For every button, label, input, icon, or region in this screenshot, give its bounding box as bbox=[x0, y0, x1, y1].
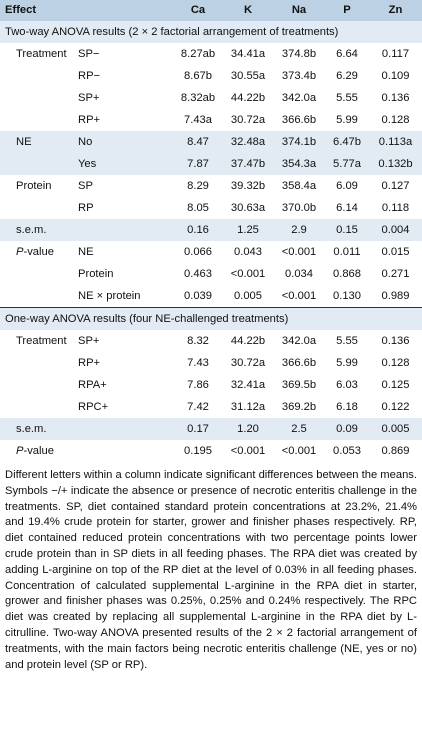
table-row bbox=[0, 263, 422, 285]
cell: 0.066 bbox=[184, 246, 212, 258]
table-row bbox=[0, 131, 422, 153]
cell: 8.67b bbox=[184, 70, 212, 82]
table-row bbox=[0, 330, 422, 352]
row-level: RP− bbox=[78, 70, 101, 82]
row-level: Protein bbox=[78, 268, 114, 280]
row-group-label bbox=[0, 440, 173, 462]
cell: 8.27ab bbox=[180, 48, 216, 60]
cell: 44.22b bbox=[230, 92, 266, 104]
cell: 0.005 bbox=[234, 290, 262, 302]
cell: 30.55a bbox=[230, 70, 266, 82]
cell: 369.2b bbox=[281, 401, 317, 413]
cell: 32.41a bbox=[230, 379, 266, 391]
cell: 366.6b bbox=[281, 114, 317, 126]
cell: 7.43 bbox=[187, 357, 209, 369]
cell: 0.868 bbox=[333, 268, 361, 280]
table-row bbox=[0, 153, 422, 175]
row-group-label: Treatment bbox=[16, 48, 67, 60]
cell: 366.6b bbox=[281, 357, 317, 369]
cell: 0.869 bbox=[381, 445, 410, 457]
cell: 0.004 bbox=[369, 219, 422, 241]
cell: 0.113a bbox=[369, 131, 422, 153]
cell: 1.20 bbox=[223, 418, 273, 440]
cell: 6.03 bbox=[336, 379, 358, 391]
cell: 0.463 bbox=[184, 268, 212, 280]
cell: <0.001 bbox=[230, 268, 266, 280]
row-level: NE × protein bbox=[78, 290, 141, 302]
cell: <0.001 bbox=[281, 445, 317, 457]
cell: 5.55 bbox=[336, 335, 358, 347]
cell: 0.136 bbox=[381, 92, 410, 104]
table-row bbox=[0, 109, 422, 131]
cell: <0.001 bbox=[281, 246, 317, 258]
cell: 370.0b bbox=[281, 202, 317, 214]
cell: 6.29 bbox=[336, 70, 358, 82]
cell: 0.15 bbox=[325, 219, 369, 241]
cell: 5.77a bbox=[325, 153, 369, 175]
header-ca: Ca bbox=[173, 0, 223, 21]
header-k: K bbox=[223, 0, 273, 21]
cell: 0.130 bbox=[333, 290, 361, 302]
row-level: RP bbox=[78, 202, 94, 214]
cell: 0.053 bbox=[333, 445, 361, 457]
pvalue-p: P bbox=[16, 246, 24, 258]
cell: 6.14 bbox=[336, 202, 358, 214]
cell: 354.3a bbox=[273, 153, 325, 175]
header-zn: Zn bbox=[369, 0, 422, 21]
cell: 0.17 bbox=[173, 418, 223, 440]
cell: 6.64 bbox=[336, 48, 358, 60]
table-row bbox=[0, 87, 422, 109]
header-p: P bbox=[325, 0, 369, 21]
cell: 2.5 bbox=[273, 418, 325, 440]
cell: 342.0a bbox=[281, 92, 317, 104]
header-row bbox=[0, 0, 422, 21]
cell: <0.001 bbox=[230, 445, 266, 457]
cell: 0.136 bbox=[381, 335, 410, 347]
cell: 0.109 bbox=[381, 70, 410, 82]
cell: 0.128 bbox=[381, 114, 410, 126]
cell: 8.29 bbox=[187, 180, 209, 192]
row-level: RP+ bbox=[78, 357, 101, 369]
cell: <0.001 bbox=[281, 290, 317, 302]
cell: 44.22b bbox=[230, 335, 266, 347]
cell: 7.43a bbox=[184, 114, 212, 126]
cell: 374.8b bbox=[281, 48, 317, 60]
pvalue-p: P bbox=[16, 445, 24, 457]
cell: 5.99 bbox=[336, 357, 358, 369]
cell: 31.12a bbox=[230, 401, 266, 413]
cell: 30.63a bbox=[230, 202, 266, 214]
row-group-label bbox=[0, 241, 76, 263]
section-title: Two-way ANOVA results (2 × 2 factorial arrangement of treatments) bbox=[0, 21, 422, 43]
table-row bbox=[0, 43, 422, 65]
cell: 8.32ab bbox=[180, 92, 216, 104]
pvalue-rest: -value bbox=[23, 445, 54, 457]
table-row bbox=[0, 418, 422, 440]
cell: 5.99 bbox=[336, 114, 358, 126]
table-row bbox=[0, 241, 422, 263]
cell: 30.72a bbox=[230, 114, 266, 126]
cell: 0.043 bbox=[234, 246, 262, 258]
cell: 8.05 bbox=[187, 202, 209, 214]
cell: 0.117 bbox=[381, 48, 410, 60]
section-one-way bbox=[0, 308, 422, 331]
table-row bbox=[0, 175, 422, 197]
cell: 358.4a bbox=[281, 180, 317, 192]
cell: 374.1b bbox=[273, 131, 325, 153]
cell: 5.55 bbox=[336, 92, 358, 104]
cell: 0.16 bbox=[173, 219, 223, 241]
row-group-label: NE bbox=[0, 131, 76, 153]
cell: 0.128 bbox=[381, 357, 410, 369]
pvalue-rest: -value bbox=[23, 246, 54, 258]
table-row bbox=[0, 285, 422, 308]
cell: 369.5b bbox=[281, 379, 317, 391]
table-row bbox=[0, 197, 422, 219]
cell: 0.015 bbox=[381, 246, 410, 258]
section-two-way bbox=[0, 21, 422, 43]
cell: 0.039 bbox=[184, 290, 212, 302]
cell: 32.48a bbox=[223, 131, 273, 153]
cell: 342.0a bbox=[281, 335, 317, 347]
row-level: SP bbox=[78, 180, 93, 192]
cell: 0.034 bbox=[285, 268, 313, 280]
row-group-label: Treatment bbox=[16, 335, 67, 347]
row-level: SP+ bbox=[78, 335, 100, 347]
section-title: One-way ANOVA results (four NE-challenged treatments) bbox=[0, 308, 422, 331]
cell: 6.47b bbox=[325, 131, 369, 153]
cell: 0.132b bbox=[369, 153, 422, 175]
cell: 7.42 bbox=[187, 401, 209, 413]
table-row bbox=[0, 440, 422, 462]
cell: 7.86 bbox=[187, 379, 209, 391]
cell: 0.195 bbox=[184, 445, 212, 457]
cell: 0.125 bbox=[381, 379, 410, 391]
header-na: Na bbox=[273, 0, 325, 21]
cell: 6.18 bbox=[336, 401, 358, 413]
cell: 0.127 bbox=[381, 180, 410, 192]
header-effect: Effect bbox=[0, 0, 173, 21]
cell: 30.72a bbox=[230, 357, 266, 369]
cell: 7.87 bbox=[173, 153, 223, 175]
footnote-text: Different letters within a column indicate significant differences between the means. Symbols −/+ indicate the absence or presence of necrotic enteritis challenge in the treatments. SP, diet contained standard protein concentrations at 23.2%, 21.4% and 19.4% crude protein for starter, grower and finisher phases respectively. RP, diet contained reduced protein concentrations with two percentage points lower crude protein than in SP diets in all feeding phases. The RPA diet was created by adding L-arginine on top of the RP diet at the level of 0.03% in all feeding phases. Concentration of calculated supplemental L-arginine in the RPA diet in starter, grower and finisher phases was 0.25%, 0.25% and 0.24% respectively. The RPC diet was created by replacing all supplemental L-arginine in the RPA diet by L-citrulline. Two-way ANOVA presented results of the 2 × 2 factorial arrangement of treatments, with the main factors being necrotic enteritis challenge (NE, yes or no) and protein level (SP or RP). bbox=[5, 469, 417, 671]
row-level: SP+ bbox=[78, 92, 100, 104]
row-level: RP+ bbox=[78, 114, 101, 126]
row-level: RPA+ bbox=[78, 379, 107, 391]
cell: 0.118 bbox=[381, 202, 410, 214]
row-group-label: s.e.m. bbox=[0, 219, 173, 241]
cell: 8.47 bbox=[173, 131, 223, 153]
row-group-label: s.e.m. bbox=[0, 418, 173, 440]
cell: 373.4b bbox=[281, 70, 317, 82]
table-row bbox=[0, 219, 422, 241]
cell: 1.25 bbox=[223, 219, 273, 241]
cell: 34.41a bbox=[230, 48, 266, 60]
row-level: RPC+ bbox=[78, 401, 109, 413]
cell: 0.011 bbox=[333, 246, 361, 258]
table-footnote bbox=[0, 462, 422, 673]
cell: 37.47b bbox=[223, 153, 273, 175]
cell: 0.005 bbox=[369, 418, 422, 440]
cell: 2.9 bbox=[273, 219, 325, 241]
row-level: No bbox=[76, 131, 173, 153]
table-row bbox=[0, 374, 422, 396]
cell: 0.09 bbox=[325, 418, 369, 440]
row-level: Yes bbox=[76, 153, 173, 175]
cell: 0.989 bbox=[381, 290, 410, 302]
cell: 0.122 bbox=[381, 401, 410, 413]
cell: 39.32b bbox=[230, 180, 266, 192]
row-group-label: Protein bbox=[16, 180, 52, 192]
table-row bbox=[0, 65, 422, 87]
row-level: NE bbox=[78, 246, 94, 258]
cell: 8.32 bbox=[187, 335, 209, 347]
cell: 0.271 bbox=[381, 268, 410, 280]
table-row bbox=[0, 396, 422, 418]
table-row bbox=[0, 352, 422, 374]
row-level: SP− bbox=[78, 48, 100, 60]
cell: 6.09 bbox=[336, 180, 358, 192]
